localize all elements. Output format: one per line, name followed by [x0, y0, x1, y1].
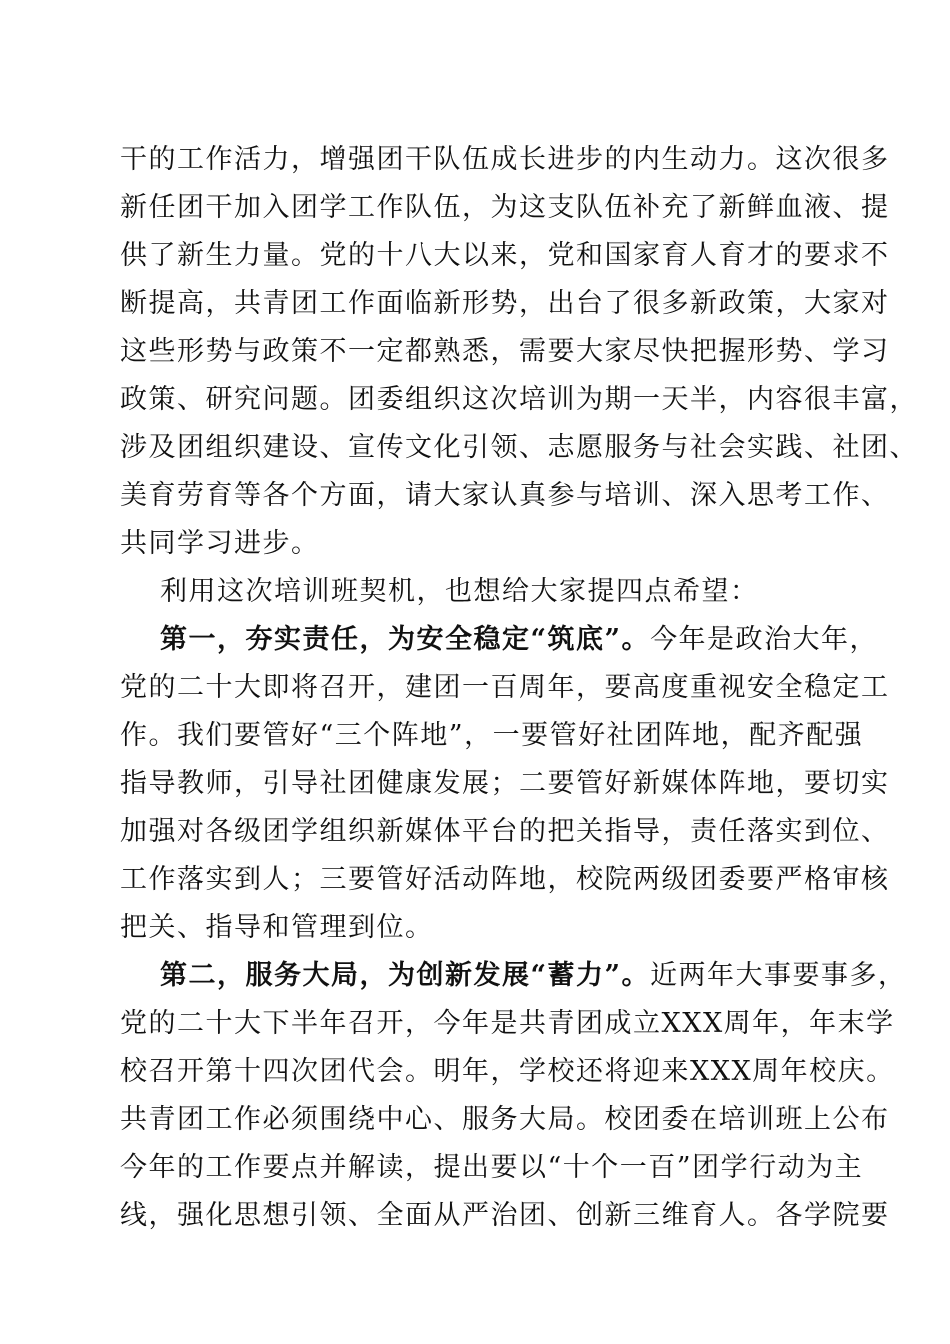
paragraph-line: 线，强化思想引领、全面从严治团、创新三维育人。各学院要	[120, 1200, 890, 1231]
point-one-line	[160, 621, 880, 659]
point-one-heading: 第一，夯实责任，为安全稳定“筑底”。	[160, 624, 651, 655]
paragraph-line: 这些形势与政策不一定都熟悉，需要大家尽快把握形势、学习	[120, 336, 890, 367]
paragraph-line: 加强对各级团学组织新媒体平台的把关指导，责任落实到位、	[120, 816, 890, 847]
paragraph-line: 共青团工作必须围绕中心、服务大局。校团委在培训班上公布	[120, 1104, 890, 1135]
paragraph-line: 美育劳育等各个方面，请大家认真参与培训、深入思考工作、	[120, 480, 890, 511]
paragraph-line: 共同学习进步。	[120, 528, 320, 559]
paragraph-line: 党的二十大即将召开，建团一百周年，要高度重视安全稳定工	[120, 672, 890, 703]
paragraph-line: 干的工作活力，增强团干队伍成长进步的内生动力。这次很多	[120, 144, 890, 175]
paragraph-intro-line: 利用这次培训班契机，也想给大家提四点希望：	[160, 576, 759, 607]
paragraph-line: 作。我们要管好“三个阵地”，一要管好社团阵地，配齐配强	[120, 720, 864, 751]
point-two-text: 近两年大事要事多，	[650, 960, 907, 991]
paragraph-line: 指导教师，引导社团健康发展；二要管好新媒体阵地，要切实	[120, 768, 890, 799]
point-two-line	[160, 957, 907, 995]
paragraph-line: 把关、指导和管理到位。	[120, 912, 434, 943]
paragraph-line: 党的二十大下半年召开，今年是共青团成立XXX周年，年末学	[120, 1008, 895, 1039]
point-two-heading: 第二，服务大局，为创新发展“蓄力”。	[160, 960, 651, 991]
point-one-text: 今年是政治大年，	[650, 624, 879, 655]
paragraph-line: 涉及团组织建设、宣传文化引领、志愿服务与社会实践、社团、	[120, 432, 918, 463]
paragraph-line: 断提高，共青团工作面临新形势，出台了很多新政策，大家对	[120, 288, 890, 319]
paragraph-line: 政策、研究问题。团委组织这次培训为期一天半，内容很丰富，	[120, 384, 918, 415]
paragraph-line: 校召开第十四次团代会。明年，学校还将迎来XXX周年校庆。	[120, 1056, 895, 1087]
paragraph-line: 工作落实到人；三要管好活动阵地，校院两级团委要严格审核	[120, 864, 890, 895]
paragraph-line: 供了新生力量。党的十八大以来，党和国家育人育才的要求不	[120, 240, 890, 271]
paragraph-line: 今年的工作要点并解读，提出要以“十个一百”团学行动为主	[120, 1152, 864, 1183]
paragraph-line: 新任团干加入团学工作队伍，为这支队伍补充了新鲜血液、提	[120, 192, 890, 223]
